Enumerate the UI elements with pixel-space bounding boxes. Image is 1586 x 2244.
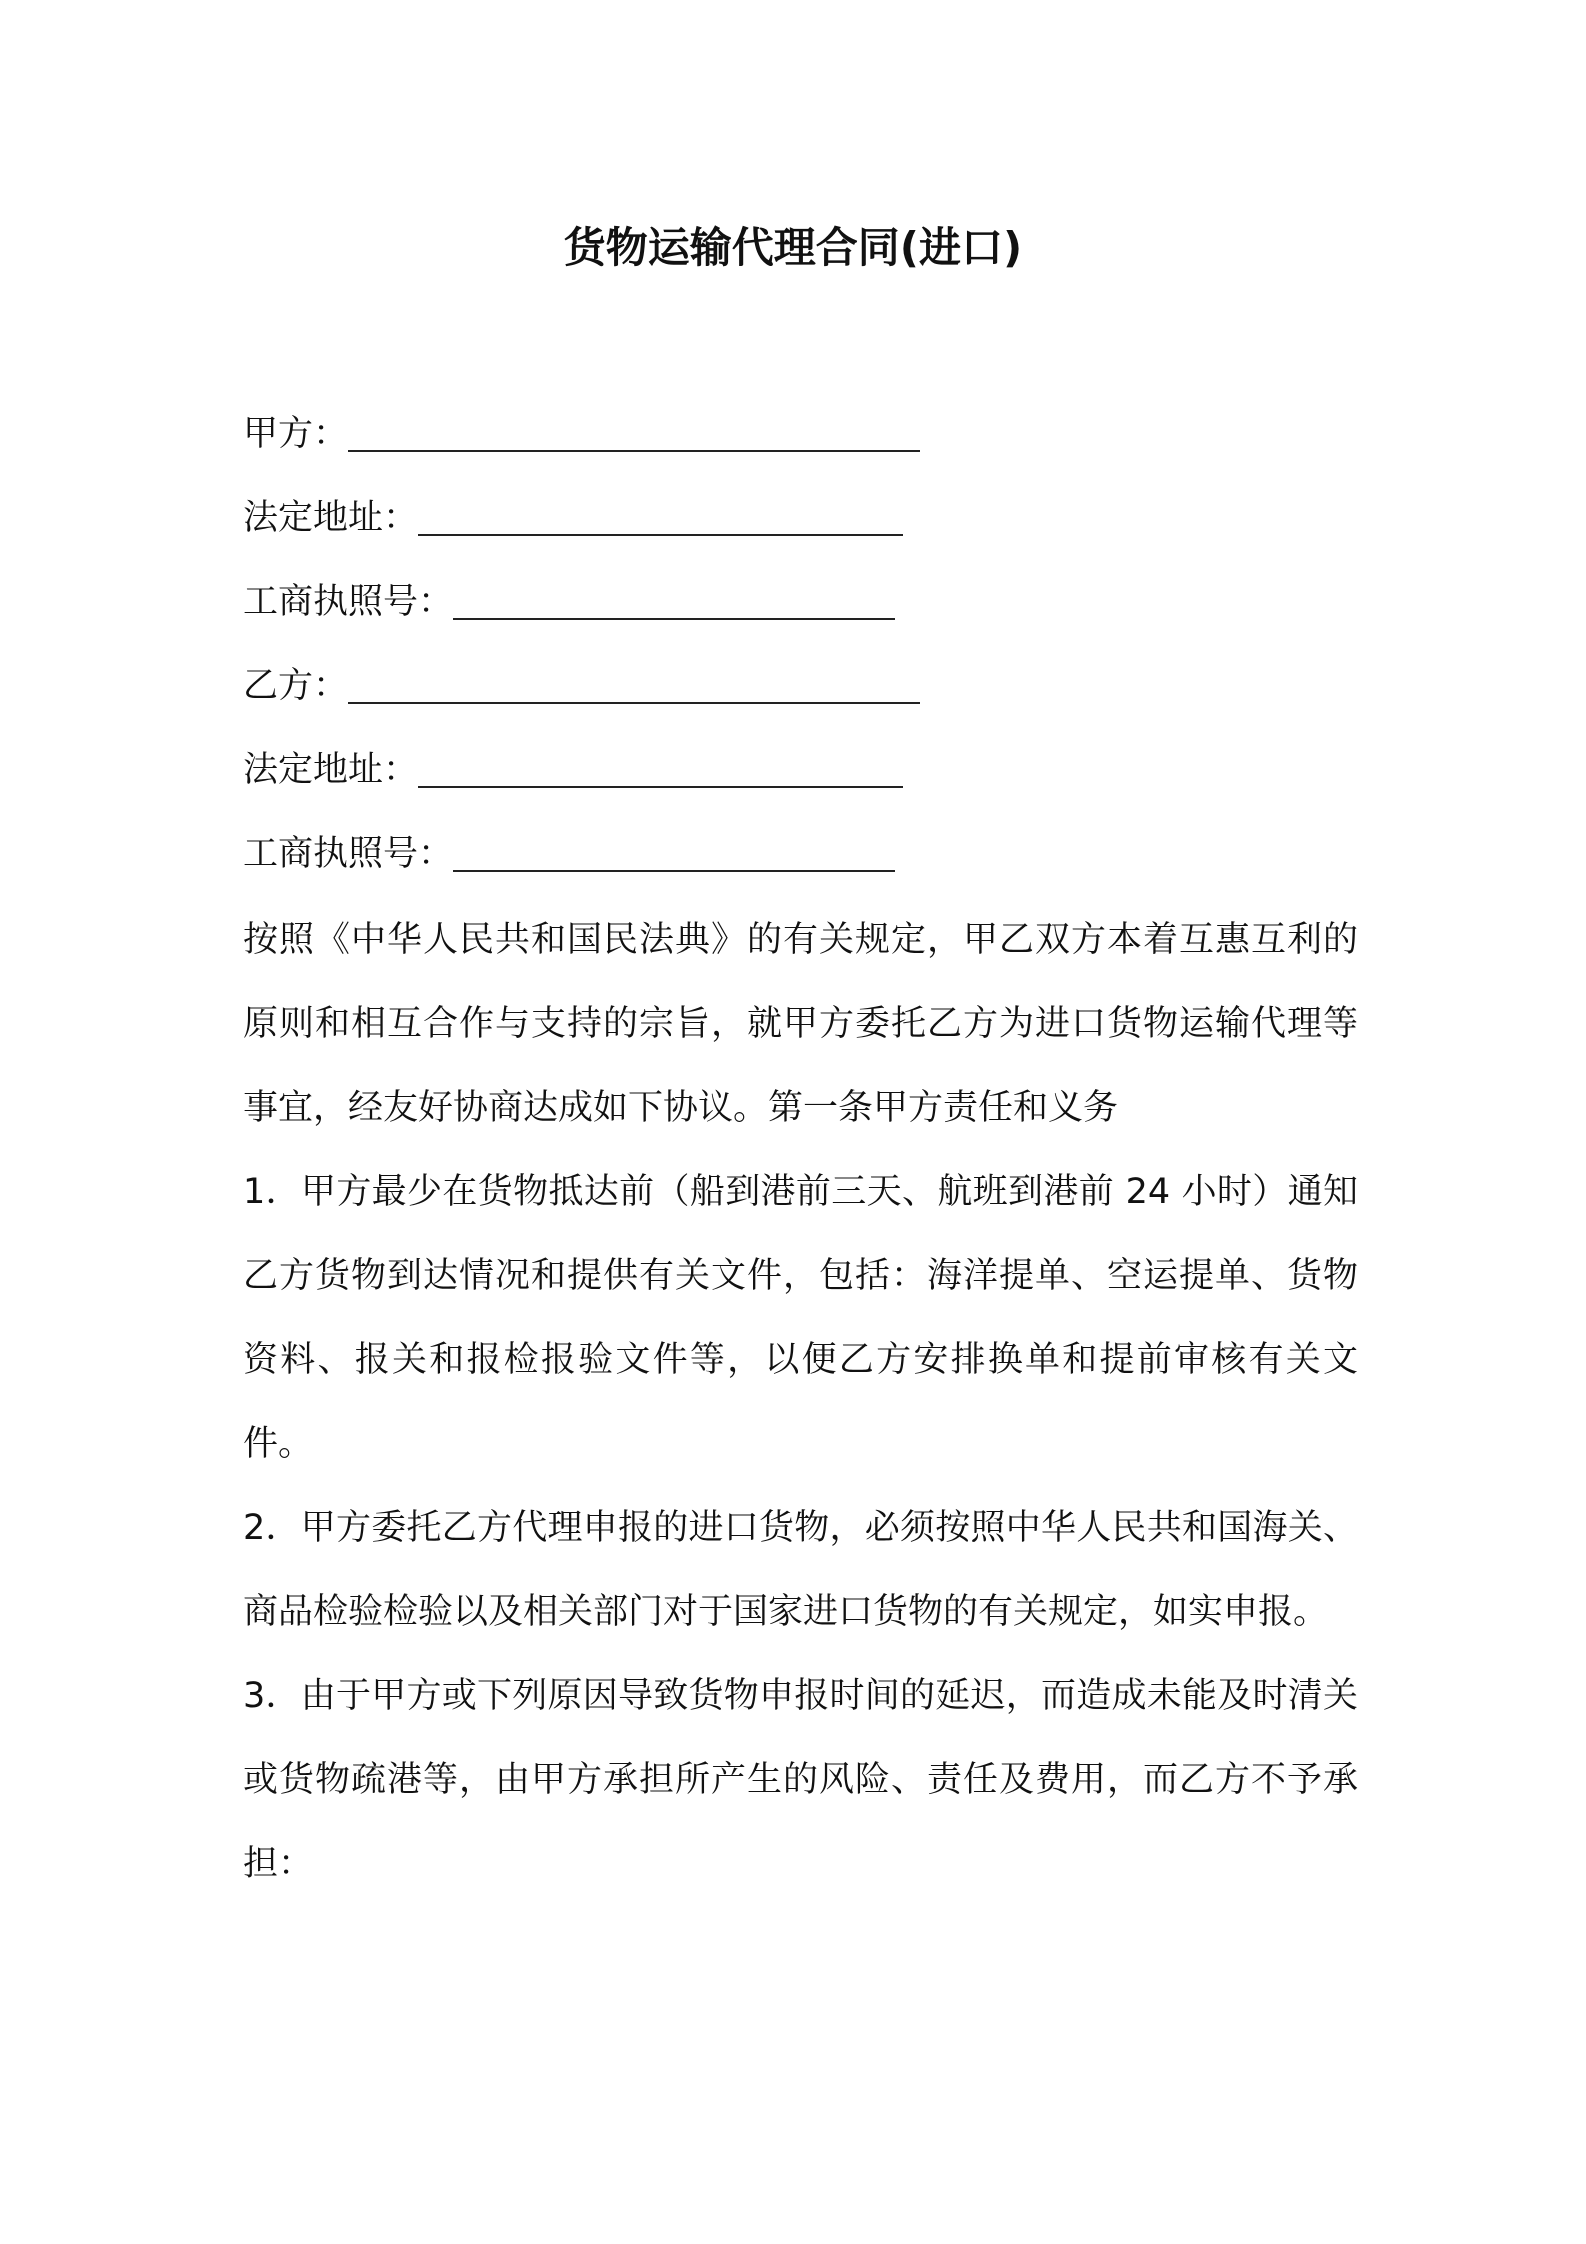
party-a-license-blank-line — [453, 572, 895, 632]
party-b-label: 乙方： — [243, 666, 349, 706]
party-a-address-label: 法定地址： — [243, 498, 419, 538]
party-b-field — [243, 656, 920, 716]
clause-1-paragraph: 1．甲方最少在货物抵达前（船到港前三天、航班到港前 24 小时）通知乙方货物到达情况和提供有关文件，包括：海洋提单、空运提单、货物资料、报关和报检报验文件等，以便乙方安排换单和提前审核有关文件。 — [243, 1172, 1358, 1464]
party-a-license-field — [243, 572, 895, 632]
clause-3-paragraph: 3．由于甲方或下列原因导致货物申报时间的延迟，而造成未能及时清关或货物疏港等，由甲方承担所产生的风险、责任及费用，而乙方不予承担： — [243, 1676, 1358, 1884]
party-a-address-field — [243, 488, 903, 548]
party-b-license-field — [243, 824, 895, 884]
party-a-field — [243, 404, 920, 464]
party-b-license-blank-line — [453, 824, 895, 884]
party-a-blank-line — [348, 404, 920, 464]
party-a-label: 甲方： — [243, 414, 349, 454]
party-b-blank-line — [348, 656, 920, 716]
party-b-address-field — [243, 740, 903, 800]
party-b-address-blank-line — [418, 740, 903, 800]
party-b-address-label: 法定地址： — [243, 750, 419, 790]
party-a-address-blank-line — [418, 488, 903, 548]
document-title: 货物运输代理合同(进口) — [563, 223, 1023, 272]
clause-2-paragraph: 2．甲方委托乙方代理申报的进口货物，必须按照中华人民共和国海关、商品检验检验以及相关部门对于国家进口货物的有关规定，如实申报。 — [243, 1508, 1358, 1632]
intro-paragraph: 按照《中华人民共和国民法典》的有关规定，甲乙双方本着互惠互利的原则和相互合作与支持的宗旨，就甲方委托乙方为进口货物运输代理等事宜，经友好协商达成如下协议。第一条甲方责任和义务 — [243, 920, 1358, 1128]
party-b-license-label: 工商执照号： — [243, 834, 454, 874]
contract-body — [243, 898, 1358, 1906]
party-a-license-label: 工商执照号： — [243, 582, 454, 622]
